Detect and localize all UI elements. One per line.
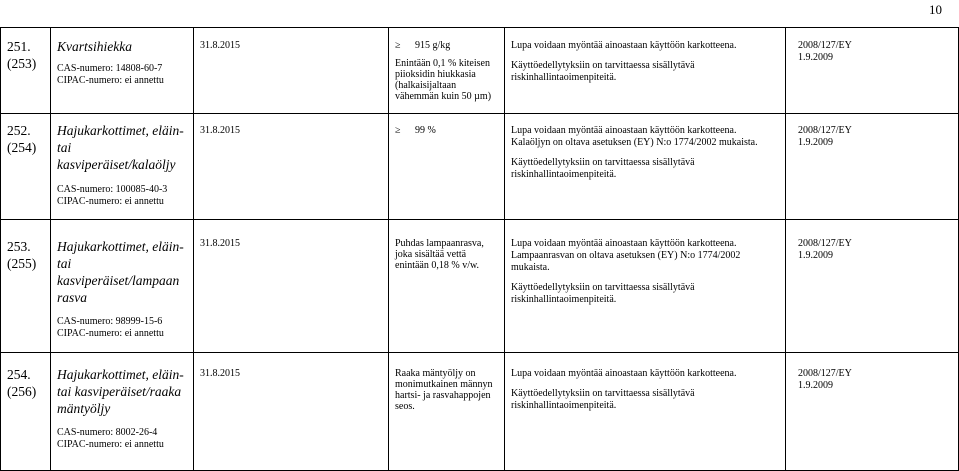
directive-number: 2008/127/EY [798, 368, 852, 379]
spec-line: enintään 0,18 % v/w. [395, 260, 480, 271]
condition-line: riskinhallintaoimenpiteitä. [511, 400, 617, 411]
old-entry-number: (255) [7, 256, 37, 271]
entry-number: 252. [7, 123, 31, 138]
substance-name: Hajukarkottimet, eläin- [57, 239, 184, 254]
substance-name: tai [57, 256, 72, 271]
substance-cell [57, 366, 191, 451]
spec-line: Raaka mäntyöljy on [395, 368, 476, 379]
old-entry-number: (256) [7, 384, 37, 399]
condition-line: riskinhallintaoimenpiteitä. [511, 294, 617, 305]
substance-name: kasviperäiset/kalaöljy [57, 157, 176, 172]
condition-line: Käyttöedellytyksiin on tarvittaessa sisällytävä [511, 388, 695, 399]
condition-line: mukaista. [511, 262, 550, 273]
column-divider [0, 27, 1, 471]
purity-spec [395, 238, 503, 271]
row-divider [0, 219, 959, 220]
cipac-number: CIPAC-numero: ei annettu [57, 196, 164, 207]
table-row-number [7, 38, 36, 72]
substance-name: Kvartsihiekka [57, 39, 132, 54]
approval-expiry-date: 31.8.2015 [200, 368, 240, 379]
column-divider [785, 27, 786, 471]
entry-number: 254. [7, 367, 31, 382]
approval-expiry-date: 31.8.2015 [200, 40, 240, 51]
spec-line: vähemmän kuin 50 µm) [395, 91, 492, 102]
condition-line: Lupa voidaan myöntää ainoastaan käyttöön karkotteena. [511, 40, 737, 51]
directive-date: 1.9.2009 [798, 52, 833, 63]
directive-cell [798, 238, 852, 262]
old-entry-number: (254) [7, 140, 37, 155]
condition-line: Lupa voidaan myöntää ainoastaan käyttöön karkotteena. [511, 125, 737, 136]
cas-number: CAS-numero: 98999-15-6 [57, 316, 163, 327]
condition-line: Lupa voidaan myöntää ainoastaan käyttöön karkotteena. [511, 238, 737, 249]
condition-line: Lampaanrasvan on oltava asetuksen (EY) N:o 1774/2002 [511, 250, 741, 261]
cipac-number: CIPAC-numero: ei annettu [57, 75, 164, 86]
directive-date: 1.9.2009 [798, 380, 833, 391]
column-divider [504, 27, 505, 471]
cas-number: CAS-numero: 8002-26-4 [57, 427, 158, 438]
spec-line: (halkaisijaltaan [395, 80, 457, 91]
table-row-number [7, 238, 36, 272]
gte-symbol: ≥ [395, 125, 401, 136]
purity-spec [395, 125, 503, 136]
column-divider [193, 27, 194, 471]
substance-name: rasva [57, 290, 87, 305]
cipac-number: CIPAC-numero: ei annettu [57, 439, 164, 450]
table-row-number [7, 366, 36, 400]
condition-line: Käyttöedellytyksiin on tarvittaessa sisällytävä [511, 157, 695, 168]
purity-value: 915 g/kg [415, 40, 451, 51]
directive-number: 2008/127/EY [798, 40, 852, 51]
purity-spec [395, 368, 503, 412]
page-number: 10 [929, 2, 942, 17]
substance-cell [57, 38, 191, 87]
substance-name: tai kasviperäiset/raaka [57, 384, 182, 399]
gte-symbol: ≥ [395, 40, 401, 51]
directive-cell [798, 40, 852, 64]
substance-name: Hajukarkottimet, eläin- [57, 367, 184, 382]
row-divider [0, 352, 959, 353]
condition-line: Lupa voidaan myöntää ainoastaan käyttöön karkotteena. [511, 368, 737, 379]
table-row-number [7, 122, 36, 156]
column-divider [388, 27, 389, 471]
directive-date: 1.9.2009 [798, 137, 833, 148]
substance-cell [57, 122, 191, 208]
cas-number: CAS-numero: 100085-40-3 [57, 184, 168, 195]
spec-line: hartsi- ja rasvahappojen [395, 390, 491, 401]
spec-line: piioksidin hiukkasia [395, 69, 476, 80]
condition-line: Käyttöedellytyksiin on tarvittaessa sisällytävä [511, 60, 695, 71]
conditions-cell [511, 368, 783, 412]
purity-spec [395, 40, 503, 102]
conditions-cell [511, 238, 783, 306]
directive-number: 2008/127/EY [798, 238, 852, 249]
spec-line: monimutkainen männyn [395, 379, 493, 390]
substance-cell [57, 238, 191, 340]
entry-number: 253. [7, 239, 31, 254]
substance-name: Hajukarkottimet, eläin- [57, 123, 184, 138]
directive-cell [798, 125, 852, 149]
substance-name: mäntyöljy [57, 401, 111, 416]
conditions-cell [511, 40, 783, 84]
directive-number: 2008/127/EY [798, 125, 852, 136]
condition-line: riskinhallintaoimenpiteitä. [511, 169, 617, 180]
purity-value: 99 % [415, 125, 436, 136]
directive-cell [798, 368, 852, 392]
substance-name: tai [57, 140, 72, 155]
row-divider [0, 113, 959, 114]
cas-number: CAS-numero: 14808-60-7 [57, 63, 163, 74]
spec-line: seos. [395, 401, 415, 412]
substance-name: kasviperäiset/lampaan [57, 273, 180, 288]
directive-date: 1.9.2009 [798, 250, 833, 261]
column-divider [50, 27, 51, 471]
cipac-number: CIPAC-numero: ei annettu [57, 328, 164, 339]
spec-line: Enintään 0,1 % kiteisen [395, 58, 490, 69]
condition-line: Käyttöedellytyksiin on tarvittaessa sisällytävä [511, 282, 695, 293]
row-divider [0, 27, 959, 28]
condition-line: riskinhallintaoimenpiteitä. [511, 72, 617, 83]
entry-number: 251. [7, 39, 31, 54]
approval-expiry-date: 31.8.2015 [200, 125, 240, 136]
spec-line: joka sisältää vettä [395, 249, 467, 260]
condition-line: Kalaöljyn on oltava asetuksen (EY) N:o 1774/2002 mukaista. [511, 137, 758, 148]
conditions-cell [511, 125, 783, 181]
approval-expiry-date: 31.8.2015 [200, 238, 240, 249]
old-entry-number: (253) [7, 56, 37, 71]
spec-line: Puhdas lampaanrasva, [395, 238, 484, 249]
